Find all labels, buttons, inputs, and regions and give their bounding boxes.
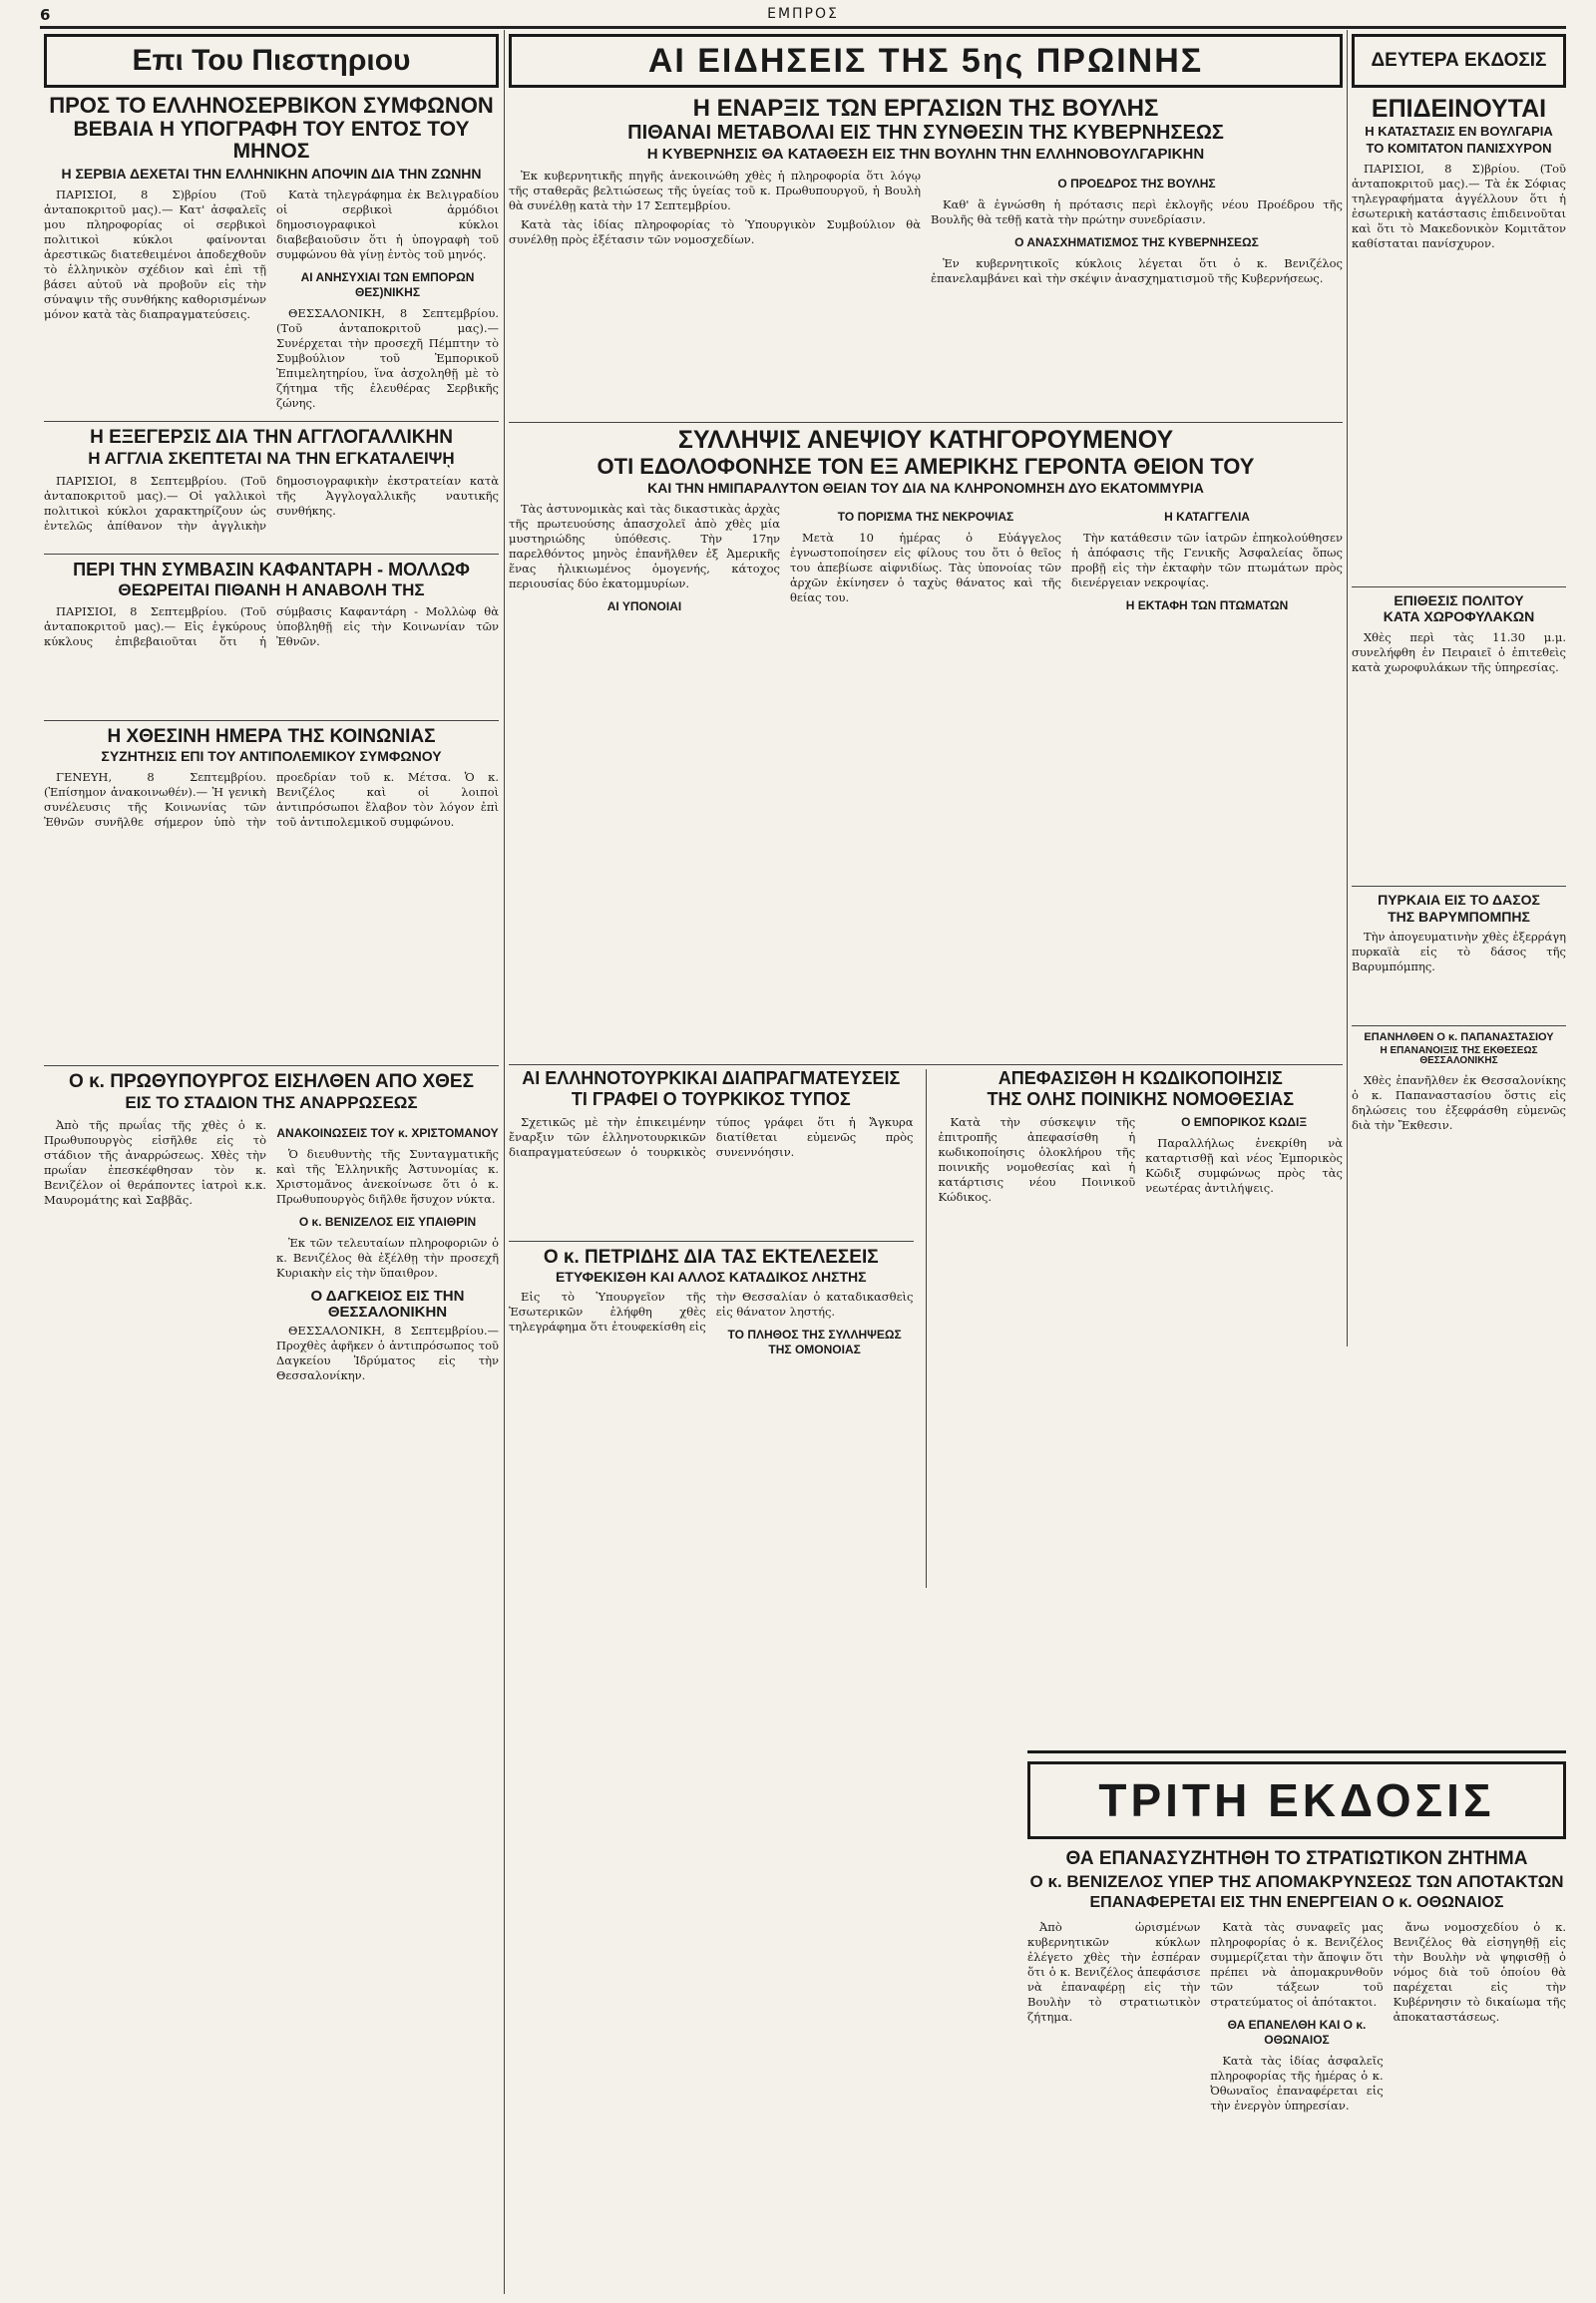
headline: Ο ΔΑΓΚΕΙΟΣ ΕΙΣ ΤΗΝ ΘΕΣΣΑΛΟΝΙΚΗΝ — [310, 1287, 465, 1321]
headline: Η ΚΑΤΑΣΤΑΣΙΣ ΕΝ ΒΟΥΛΓΑΡΙΑ — [1365, 124, 1553, 140]
subheading: ΑΙ ΑΝΗΣΥΧΙΑΙ ΤΩΝ ΕΜΠΟΡΩΝ ΘΕΣ)ΝΙΚΗΣ — [300, 269, 475, 299]
subheading: ΑΝΑΚΟΙΝΩΣΕΙΣ ΤΟΥ κ. ΧΡΙΣΤΟΜΑΝΟΥ — [276, 1125, 499, 1140]
article-text: Κατὰ τὴν σύσκεψιν τῆς ἐπιτροπῆς ἀπεφασίσθη ἡ κωδικοποίησις ὁλοκλήρου τῆς ποινικῆς νομοθεσίας καὶ ἡ κατάρτισις νέου Ποινικοῦ Κώδικος. Ο ΕΜΠΟΡΙΚΟΣ ΚΩΔΙΞ Παραλλήλως ἐνεκρίθη νὰ καταρτισθῇ καὶ νέος Ἐμπορικὸς Κῶδιξ συμφώνως πρὸς τὰς νεωτέρας ἀντιλήψεις. — [938, 1114, 1343, 1204]
article-text: ἄνω νομοσχεδίου ὁ κ. Βενιζέλος θὰ εἰσηγηθῇ εἰς τὴν Βουλὴν νὰ ψηφισθῇ ὁ νόμος διὰ τοῦ ὁποίου θὰ παρέχεται εἰς τὴν Κυβέρνησιν τὸ δικαίωμα τῆς ἀποκαταστάσεως. — [1393, 1919, 1566, 2024]
article-text: Ἀπὸ τῆς πρωΐας τῆς χθὲς ὁ κ. Πρωθυπουργὸς εἰσῆλθε εἰς τὸ στάδιον τῆς ἀναρρώσεως. Χθὲς τὴν πρωΐαν ἐπεσκέφθησαν τὸν κ. Βενιζέλον οἱ θεράποντες ἰατροὶ κ.κ. Μαυρομάτης καὶ Σαββᾶς. — [44, 1117, 266, 1207]
headline: ΤΟ ΚΟΜΙΤΑΤΟΝ ΠΑΝΙΣΧΥΡΟΝ — [1366, 140, 1552, 156]
article-text: ΠΑΡΙΣΙΟΙ, 8 Σ)βρίου. (Τοῦ ἀνταποκριτοῦ μας).— Τὰ ἐκ Σόφιας τηλεγραφήματα ἀγγέλλουν ὅτι ἡ ἐσωτερικὴ κατάστασις ἐπιδεινοῦται καὶ ὅτι τὸ Μακεδονικὸν Κομιτᾶτον καθίσταται πανίσχυρον. — [1352, 161, 1566, 250]
article-text: Ἐκ κυβερνητικῆς πηγῆς ἀνεκοινώθη χθὲς ἡ πληροφορία ὅτι λόγῳ τῆς σταθερᾶς βελτιώσεως τῆς ὑγείας τοῦ κ. Πρωθυπουργοῦ, ἡ Βουλὴ θὰ συνέλθῃ κατὰ τὴν 17 Σεπτεμβρίου. Κατὰ τὰς ἰδίας πληροφορίας τὸ Ὑπουργικὸν Συμβούλιον θὰ συνέλθῃ πρὸς ἐξέτασιν τῶν νομοσχεδίων. — [509, 168, 921, 246]
headline: ΤΗΣ ΒΑΡΥΜΠΟΜΠΗΣ — [1388, 908, 1530, 925]
newspaper-name: ΕΜΠΡΟΣ — [767, 6, 839, 22]
subheading: ΘΑ ΕΠΑΝΕΛΘΗ ΚΑΙ Ο κ. ΟΘΩΝΑΙΟΣ — [1227, 2017, 1367, 2047]
article-text: Τὰς ἀστυνομικὰς καὶ τὰς δικαστικὰς ἀρχὰς τῆς πρωτευούσης ἀπασχολεῖ ἀπὸ χθὲς μία μυστηριώδης ὑπόθεσις. Τὴν 17ην παρελθόντος μηνὸς ἐπανῆλθεν ἐξ Ἀμερικῆς ἕνας ἡλικιωμένος ὁμογενής, κάτοχος περιουσίας δύο ἑκατομμυρίων. ΑΙ ΥΠΟΝΟΙΑΙ — [509, 501, 780, 613]
headline: Η ΚΥΒΕΡΝΗΣΙΣ ΘΑ ΚΑΤΑΘΕΣΗ ΕΙΣ ΤΗΝ ΒΟΥΛΗΝ ΤΗΝ ΕΛΛΗΝΟΒΟΥΛΓΑΡΙΚΗΝ — [646, 146, 1205, 164]
divider — [509, 1064, 1343, 1065]
subheading: Η ΚΑΤΑΓΓΕΛΙΑ — [1164, 509, 1250, 524]
headline: Η ΕΞΕΓΕΡΣΙΣ ΔΙΑ ΤΗΝ ΑΓΓΛΟΓΑΛΛΙΚΗΝ — [90, 426, 453, 448]
headline: Ο κ. ΠΡΩΘΥΠΟΥΡΓΟΣ ΕΙΣΗΛΘΕΝ ΑΠΟ ΧΘΕΣ — [69, 1071, 474, 1093]
subheading: Ο κ. ΒΕΝΙΖΕΛΟΣ ΕΙΣ ΥΠΑΙΘΡΙΝ — [298, 1214, 477, 1229]
page-number: 6 — [40, 6, 51, 24]
left-box-title: Επι Του Πιεστηριου — [44, 34, 499, 88]
headline: ΚΑΙ ΤΗΝ ΗΜΙΠΑΡΑΛΥΤΟΝ ΘΕΙΑΝ ΤΟΥ ΔΙΑ ΝΑ ΚΛΗΡΟΝΟΜΗΣΗ ΔΥΟ ΕΚΑΤΟΜΜΥΡΙΑ — [647, 480, 1204, 497]
subheading: ΑΙ ΥΠΟΝΟΙΑΙ — [606, 598, 682, 613]
masthead — [40, 6, 1566, 26]
third-edition-title: ΤΡΙΤΗ ΕΚΔΟΣΙΣ — [1027, 1761, 1566, 1839]
divider — [504, 30, 505, 2294]
article-text: Ο ΠΡΟΕΔΡΟΣ ΤΗΣ ΒΟΥΛΗΣ Καθ' ἃ ἐγνώσθη ἡ πρότασις περὶ ἐκλογῆς νέου Προέδρου τῆς Βουλῆς θὰ τεθῇ κατὰ τὴν πρώτην συνεδρίασιν. Ο ΑΝΑΣΧΗΜΑΤΙΣΜΟΣ ΤΗΣ ΚΥΒΕΡΝΗΣΕΩΣ Ἐν κυβερνητικοῖς κύκλοις λέγεται ὅτι ὁ κ. Βενιζέλος ἐπανελαμβάνει καὶ τὴν σκέψιν ἀνασχηματισμοῦ τῆς Κυβερνήσεως. — [931, 176, 1343, 285]
subheading: ΤΟ ΠΛΗΘΟΣ ΤΗΣ ΣΥΛΛΗΨΕΩΣ ΤΗΣ ΟΜΟΝΟΙΑΣ — [727, 1328, 902, 1357]
headline: ΕΙΣ ΤΟ ΣΤΑΔΙΟΝ ΤΗΣ ΑΝΑΡΡΩΣΕΩΣ — [125, 1092, 418, 1112]
divider — [44, 1065, 499, 1066]
right-column — [1352, 34, 1566, 1341]
divider — [1352, 1025, 1566, 1026]
headline: ΘΑ ΕΠΑΝΑΣΥΖΗΤΗΘΗ ΤΟ ΣΤΡΑΤΙΩΤΙΚΟΝ ΖΗΤΗΜΑ — [1065, 1848, 1528, 1869]
headline: Η ΕΝΑΡΞΙΣ ΤΩΝ ΕΡΓΑΣΙΩΝ ΤΗΣ ΒΟΥΛΗΣ — [692, 95, 1159, 122]
article-text: Κατὰ τηλεγράφημα ἐκ Βελιγραδίου οἱ σερβικοὶ ἀρμόδιοι δημοσιογραφικοὶ κύκλοι διαβεβαιοῦσιν ὅτι ἡ ὑπογραφὴ τοῦ συμφώνου θὰ γίνῃ ἐντὸς τοῦ μηνός. ΑΙ ΑΝΗΣΥΧΙΑΙ ΤΩΝ ΕΜΠΟΡΩΝ ΘΕΣ)ΝΙΚΗΣ ΘΕΣΣΑΛΟΝΙΚΗ, 8 Σεπτεμβρίου. (Τοῦ ἀνταποκριτοῦ μας).— Συνέρχεται τὴν προσεχῆ Πέμπτην τὸ Συμβούλιον τοῦ Ἐμπορικοῦ Ἐπιμελητηρίου, ἵνα ἀσχοληθῇ μὲ τὸ ζήτημα τῆς ἐλευθέρας Σερβικῆς ζώνης. — [276, 187, 499, 410]
subheading: ΤΟ ΠΟΡΙΣΜΑ ΤΗΣ ΝΕΚΡΟΨΙΑΣ — [837, 509, 1014, 524]
right-box-title: ΔΕΥΤΕΡΑ ΕΚΔΟΣΙΣ — [1352, 34, 1566, 88]
headline: ΣΥΛΛΗΨΙΣ ΑΝΕΨΙΟΥ ΚΑΤΗΓΟΡΟΥΜΕΝΟΥ — [677, 425, 1174, 454]
subheading: Ο ΑΝΑΣΧΗΜΑΤΙΣΜΟΣ ΤΗΣ ΚΥΒΕΡΝΗΣΕΩΣ — [1014, 234, 1259, 249]
article-text: ΠΑΡΙΣΙΟΙ, 8 Σ)βρίου (Τοῦ ἀνταποκριτοῦ μας).— Κατ' ἀσφαλεῖς μου πληροφορίας οἱ σερβικοὶ πολιτικοὶ κύκλοι φαίνονται ἀρεστικῶς διατεθειμένοι ἀποδεχθοῦν τὸ ἑλληνικὸν σχέδιον καὶ ἐπὶ τῇ βάσει αὐτοῦ νὰ προβοῦν εἰς τὴν σύναψιν τῆς συνθήκης καθορισμένων μόνον κατὰ τὰς διαπραγματεύσεις. — [44, 187, 266, 321]
divider — [44, 720, 499, 721]
article-text: ΑΝΑΚΟΙΝΩΣΕΙΣ ΤΟΥ κ. ΧΡΙΣΤΟΜΑΝΟΥ Ὁ διευθυντὴς τῆς Συνταγματικῆς καὶ τῆς Ἑλληνικῆς Ἀστυνομίας κ. Χριστομᾶνος ἀνεκοίνωσε ὅτι ὁ κ. Πρωθυπουργὸς διῆλθε ἥσυχον νύκτα. Ο κ. ΒΕΝΙΖΕΛΟΣ ΕΙΣ ΥΠΑΙΘΡΙΝ Ἐκ τῶν τελευταίων πληροφοριῶν ὁ κ. Βενιζέλος θὰ ἐξέλθῃ τὴν προσεχῆ Κυριακὴν εἰς τὴν ὕπαιθρον. Ο ΔΑΓΚΕΙΟΣ ΕΙΣ ΤΗΝ ΘΕΣΣΑΛΟΝΙΚΗΝ ΘΕΣΣΑΛΟΝΙΚΗ, 8 Σεπτεμβρίου.— Προχθὲς ἀφῆκεν ὁ ἀντιπρόσωπος τοῦ Δαγκείου Ἱδρύματος εἰς τὴν Θεσσαλονίκην. — [276, 1125, 499, 1383]
article-text: ΤΟ ΠΟΡΙΣΜΑ ΤΗΣ ΝΕΚΡΟΨΙΑΣ Μετὰ 10 ἡμέρας ὁ Εὐάγγελος ἐγνωστοποίησεν εἰς φίλους του ὅτι ὁ θεῖος του ἀπεβίωσε αἰφνιδίως. Τὰς ὑπονοίας τῶν ἀρχῶν ἐκίνησεν ὁ ταχὺς θάνατος καὶ τῆς θείας του. — [790, 509, 1061, 604]
article-text: Τὴν ἀπογευματινὴν χθὲς ἐξερράγη πυρκαϊὰ εἰς τὸ δάσος τῆς Βαρυμπόμπης. — [1352, 930, 1566, 974]
divider — [44, 554, 499, 555]
article-text: Κατὰ τὰς συναφεῖς μας πληροφορίας ὁ κ. Βενιζέλος συμμερίζεται τὴν ἄποψιν ὅτι πρέπει νὰ ἀπομακρυνθοῦν τῶν τάξεων τοῦ στρατεύματος οἱ ἀπότακτοι. ΘΑ ΕΠΑΝΕΛΘΗ ΚΑΙ Ο κ. ΟΘΩΝΑΙΟΣ Κατὰ τὰς ἰδίας ἀσφαλεῖς πληροφορίας τῆς ἡμέρας ὁ κ. Ὀθωναῖος ἐπαναφέρεται εἰς τὴν ἐνεργὸν ὑπηρεσίαν. — [1210, 1919, 1384, 2112]
article-text: Χθὲς περὶ τὰς 11.30 μ.μ. συνελήφθη ἐν Πειραιεῖ ὁ ἐπιτεθεὶς κατὰ χωροφυλάκων τῆς ὑπηρεσίας. — [1352, 629, 1566, 674]
headline: ΠΥΡΚΑΙΑ ΕΙΣ ΤΟ ΔΑΣΟΣ — [1378, 891, 1540, 908]
headline: ΠΡΟΣ ΤΟ ΕΛΛΗΝΟΣΕΡΒΙΚΟΝ ΣΥΜΦΩΝΟΝ — [49, 93, 494, 118]
article-text: Εἰς τὸ Ὑπουργεῖον τῆς Ἐσωτερικῶν ἐλήφθη χθὲς τηλεγράφημα ὅτι ἐτουφεκίσθη εἰς τὴν Θεσσαλίαν ὁ καταδικασθεὶς εἰς θάνατον ληστής. ΤΟ ΠΛΗΘΟΣ ΤΗΣ ΣΥΛΛΗΨΕΩΣ ΤΗΣ ΟΜΟΝΟΙΑΣ — [509, 1290, 914, 1357]
headline: ΕΠΑΝΑΦΕΡΕΤΑΙ ΕΙΣ ΤΗΝ ΕΝΕΡΓΕΙΑΝ Ο κ. ΟΘΩΝΑΙΟΣ — [1089, 1893, 1504, 1911]
third-edition — [1027, 1750, 1566, 2294]
divider — [509, 422, 1343, 423]
article-text: ΠΑΡΙΣΙΟΙ, 8 Σεπτεμβρίου. (Τοῦ ἀνταποκριτοῦ μας).— Οἱ γαλλικοὶ πολιτικοὶ κύκλοι χαρακτηρίζουν ὡς ἐντελῶς ἀπίθανον τὴν ἀγγλικὴν δημοσιογραφικὴν ἐκστρατείαν κατὰ τῆς Ἀγγλογαλλικῆς ναυτικῆς συνθήκης. — [44, 473, 499, 533]
article-text: Η ΚΑΤΑΓΓΕΛΙΑ Τὴν κατάθεσιν τῶν ἰατρῶν ἐπηκολούθησεν ἡ ἀπόφασις τῆς Γενικῆς Ἀσφαλείας ὅπως προβῇ εἰς τὴν ἐκταφὴν τῶν πτωμάτων πρὸς διενέργειαν νεκροψίας. Η ΕΚΤΑΦΗ ΤΩΝ ΠΤΩΜΑΤΩΝ — [1071, 509, 1343, 612]
headline: ΣΥΖΗΤΗΣΙΣ ΕΠΙ ΤΟΥ ΑΝΤΙΠΟΛΕΜΙΚΟΥ ΣΥΜΦΩΝΟΥ — [101, 748, 442, 765]
subheading: Ο ΠΡΟΕΔΡΟΣ ΤΗΣ ΒΟΥΛΗΣ — [1057, 176, 1216, 191]
headline: ΕΠΑΝΗΛΘΕΝ Ο κ. ΠΑΠΑΝΑΣΤΑΣΙΟΥ — [1364, 1031, 1554, 1044]
headline: ΒΕΒΑΙΑ Η ΥΠΟΓΡΑΦΗ ΤΟΥ ΕΝΤΟΣ ΤΟΥ ΜΗΝΟΣ — [73, 118, 470, 164]
headline: Η ΣΕΡΒΙΑ ΔΕΧΕΤΑΙ ΤΗΝ ΕΛΛΗΝΙΚΗΝ ΑΠΟΨΙΝ ΔΙΑ ΤΗΝ ΖΩΝΗΝ — [61, 166, 482, 183]
banner: ΑΙ ΕΙΔΗΣΕΙΣ ΤΗΣ 5ης ΠΡΩΙΝΗΣ — [509, 34, 1343, 88]
headline: ΚΑΤΑ ΧΩΡΟΦΥΛΑΚΩΝ — [1383, 608, 1535, 625]
divider — [1347, 30, 1348, 1346]
headline: ΕΤΥΦΕΚΙΣΘΗ ΚΑΙ ΑΛΛΟΣ ΚΑΤΑΔΙΚΟΣ ΛΗΣΤΗΣ — [555, 1268, 867, 1285]
divider — [1352, 586, 1566, 587]
headline: ΤΗΣ ΟΛΗΣ ΠΟΙΝΙΚΗΣ ΝΟΜΟΘΕΣΙΑΣ — [987, 1088, 1295, 1109]
left-column — [44, 34, 499, 2294]
headline: Ο κ. ΒΕΝΙΖΕΛΟΣ ΥΠΕΡ ΤΗΣ ΑΠΟΜΑΚΡΥΝΣΕΩΣ ΤΩΝ ΑΠΟΤΑΚΤΩΝ — [1029, 1871, 1564, 1891]
article-text: ΓΕΝΕΥΗ, 8 Σεπτεμβρίου. (Ἐπίσημον ἀνακοινωθέν).— Ἡ γενικὴ συνέλευσις τῆς Κοινωνίας τῶν Ἐθνῶν συνῆλθε σήμερον ὑπὸ τὴν προεδρίαν τοῦ κ. Μέτσα. Ὁ κ. Βενιζέλος καὶ οἱ λοιποὶ ἀντιπρόσωποι ἔλαβον τὸν λόγον ἐπὶ τοῦ ἀντιπολεμικοῦ συμφώνου. — [44, 770, 499, 830]
article-text: ΠΑΡΙΣΙΟΙ, 8 Σεπτεμβρίου. (Τοῦ ἀνταποκριτοῦ μας).— Εἰς ἐγκύρους κύκλους ἐπιβεβαιοῦται ὅτι ἡ σύμβασις Καφαντάρη - Μολλὼφ θὰ ὑποβληθῇ εἰς τὴν Κοινωνίαν τῶν Ἐθνῶν. — [44, 604, 499, 649]
article-text: Ἀπὸ ὡρισμένων κυβερνητικῶν κύκλων ἐλέγετο χθὲς τὴν ἑσπέραν ὅτι ὁ κ. Βενιζέλος ἀπεφάσισε νὰ ἐπαναφέρῃ εἰς τὴν Βουλὴν τὸ στρατιωτικὸν ζήτημα. — [1027, 1919, 1201, 2024]
headline: Η ΑΓΓΛΙΑ ΣΚΕΠΤΕΤΑΙ ΝΑ ΤΗΝ ΕΓΚΑΤΑΛΕΙΨῌ — [88, 448, 455, 468]
divider — [44, 421, 499, 422]
headline: ΠΕΡΙ ΤΗΝ ΣΥΜΒΑΣΙΝ ΚΑΦΑΝΤΑΡΗ - ΜΟΛΛΩΦ — [73, 559, 470, 579]
headline: ΠΙΘΑΝΑΙ ΜΕΤΑΒΟΛΑΙ ΕΙΣ ΤΗΝ ΣΥΝΘΕΣΙΝ ΤΗΣ ΚΥΒΕΡΝΗΣΕΩΣ — [627, 122, 1224, 145]
headline: Ο κ. ΠΕΤΡΙΔΗΣ ΔΙΑ ΤΑΣ ΕΚΤΕΛΕΣΕΙΣ — [543, 1246, 879, 1268]
divider — [1352, 886, 1566, 887]
headline: ΕΠΙΔΕΙΝΟΥΤΑΙ — [1371, 95, 1547, 123]
article-text: Σχετικῶς μὲ τὴν ἐπικειμένην ἔναρξιν τῶν ἑλληνοτουρκικῶν διαπραγματεύσεων ὁ τουρκικὸς τύπος γράφει ὅτι ἡ Ἄγκυρα διατίθεται εὐμενῶς πρὸς συνεννόησιν. — [509, 1114, 914, 1159]
headline: Η ΧΘΕΣΙΝΗ ΗΜΕΡΑ ΤΗΣ ΚΟΙΝΩΝΙΑΣ — [107, 726, 436, 748]
article-text: Χθὲς ἐπανῆλθεν ἐκ Θεσσαλονίκης ὁ κ. Παπαναστασίου ὅστις εἰς δηλώσεις του ἐξεφράσθη εὐμενῶς διὰ τὴν Ἔκθεσιν. — [1352, 1072, 1566, 1132]
subheading: Ο ΕΜΠΟΡΙΚΟΣ ΚΩΔΙΞ — [1181, 1114, 1308, 1129]
headline: ΘΕΩΡΕΙΤΑΙ ΠΙΘΑΝΗ Η ΑΝΑΒΟΛΗ ΤΗΣ — [118, 579, 425, 599]
top-rule — [40, 26, 1566, 29]
headline: ΕΠΙΘΕΣΙΣ ΠΟΛΙΤΟΥ — [1394, 591, 1524, 608]
headline: Η ΕΠΑΝΑΝΟΙΞΙΣ ΤΗΣ ΕΚΘΕΣΕΩΣ ΘΕΣΣΑΛΟΝΙΚΗΣ — [1380, 1044, 1538, 1067]
headline: ΟΤΙ ΕΔΟΛΟΦΟΝΗΣΕ ΤΟΝ ΕΞ ΑΜΕΡΙΚΗΣ ΓΕΡΟΝΤΑ ΘΕΙΟΝ ΤΟΥ — [597, 454, 1255, 480]
headline: ΤΙ ΓΡΑΦΕΙ Ο ΤΟΥΡΚΙΚΟΣ ΤΥΠΟΣ — [571, 1088, 851, 1109]
subheading: Η ΕΚΤΑΦΗ ΤΩΝ ΠΤΩΜΑΤΩΝ — [1125, 597, 1289, 612]
divider — [509, 1241, 914, 1242]
headline: ΑΠΕΦΑΣΙΣΘΗ Η ΚΩΔΙΚΟΠΟΙΗΣΙΣ — [998, 1067, 1283, 1088]
headline: ΑΙ ΕΛΛΗΝΟΤΟΥΡΚΙΚΑΙ ΔΙΑΠΡΑΓΜΑΤΕΥΣΕΙΣ — [522, 1067, 901, 1088]
